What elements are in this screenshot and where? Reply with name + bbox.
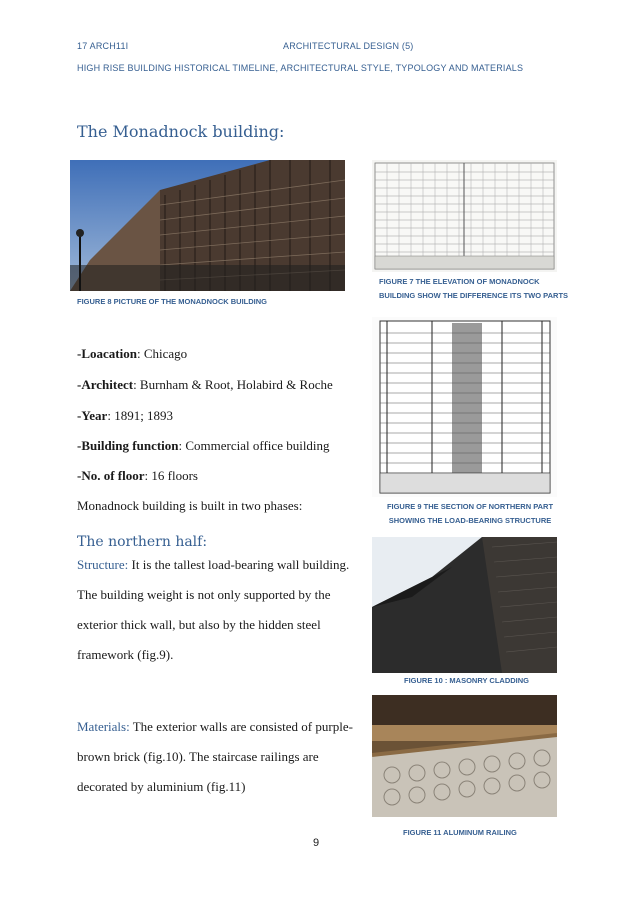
fact-floors: -No. of floor: 16 floors bbox=[77, 468, 198, 483]
subject-title: ARCHITECTURAL DESIGN (5) bbox=[283, 41, 414, 51]
northern-half-heading: The northern half: bbox=[77, 534, 208, 550]
fact-building-function: -Building function: Commercial office building bbox=[77, 438, 330, 453]
elevation-drawing bbox=[372, 160, 557, 272]
section-drawing bbox=[372, 317, 557, 497]
materials-line-2: brown brick (fig.10). The staircase railings are bbox=[77, 749, 319, 764]
phases-intro: Monadnock building is built in two phases: bbox=[77, 498, 303, 513]
document-subtitle: HIGH RISE BUILDING HISTORICAL TIMELINE, ARCHITECTURAL STYLE, TYPOLOGY AND MATERIALS bbox=[77, 63, 524, 73]
structure-line-3: exterior thick wall, but also by the hidden steel bbox=[77, 617, 321, 632]
figure-9-caption: FIGURE 9 THE SECTION OF NORTHERN PART SHOWING THE LOAD-BEARING STRUCTURE bbox=[386, 502, 554, 525]
structure-line-4: framework (fig.9). bbox=[77, 647, 174, 662]
page-number: 9 bbox=[313, 837, 320, 849]
structure-line-1: Structure: It is the tallest load-bearing wall building. bbox=[77, 557, 350, 572]
railing-photo bbox=[372, 695, 557, 817]
fact-location: -Loacation: Chicago bbox=[77, 346, 188, 361]
figure-11-caption: FIGURE 11 ALUMINUM RAILING bbox=[403, 828, 517, 837]
masonry-photo bbox=[372, 537, 557, 673]
figure-8-caption: FIGURE 8 PICTURE OF THE MONADNOCK BUILDING bbox=[77, 297, 268, 306]
structure-line-2: The building weight is not only supported by the bbox=[77, 587, 331, 602]
fact-architect: -Architect: Burnham & Root, Holabird & Roche bbox=[77, 377, 333, 392]
course-code: 17 ARCH11I bbox=[77, 41, 129, 51]
monadnock-photo bbox=[70, 160, 345, 291]
fact-year: -Year: 1891; 1893 bbox=[77, 408, 174, 423]
figure-7-caption: FIGURE 7 THE ELEVATION OF MONADNOCK BUILDING SHOW THE DIFFERENCE ITS TWO PARTS bbox=[379, 277, 569, 300]
materials-line-1: Materials: The exterior walls are consisted of purple- bbox=[77, 719, 353, 734]
figure-10-caption: FIGURE 10 : MASONRY CLADDING bbox=[404, 676, 530, 685]
page-title: The Monadnock building: bbox=[77, 122, 285, 141]
materials-line-3: decorated by aluminium (fig.11) bbox=[77, 779, 246, 794]
